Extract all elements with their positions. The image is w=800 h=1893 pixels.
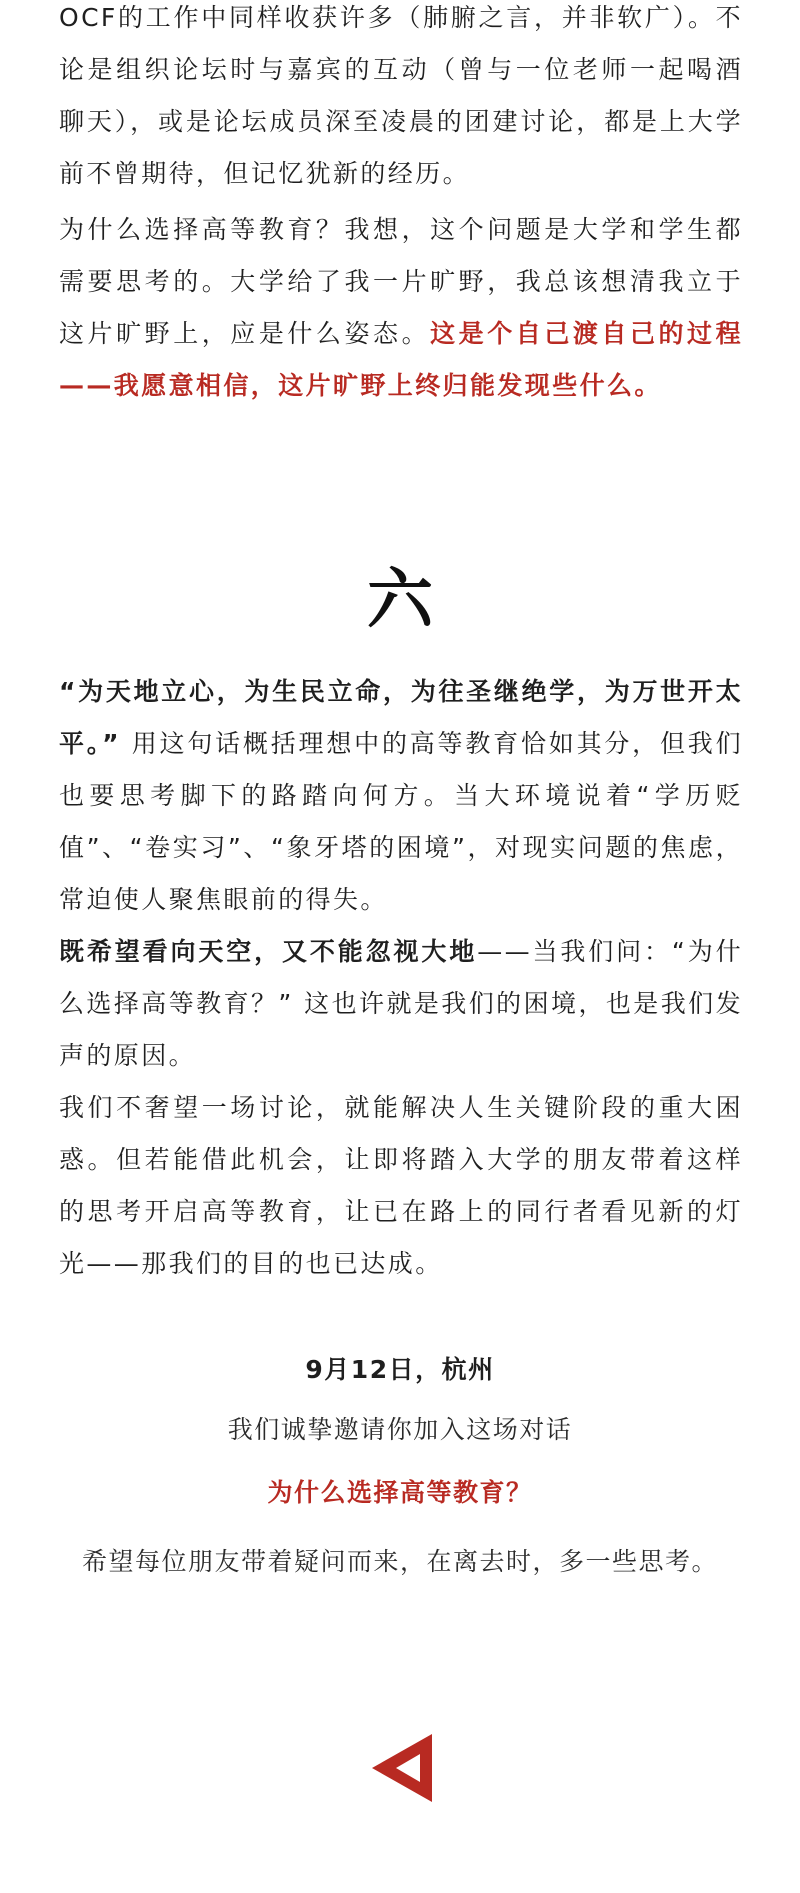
paragraph-ocf-experience: [59, 0, 743, 200]
paragraph-text: 我们不奢望一场讨论，就能解决人生关键阶段的重大困惑。但若能借此机会，让即将踏入大学的朋友带着这样的思考开启高等教育，让已在路上的同行者看见新的灯光——那我们的目的也已达成。: [59, 1093, 743, 1278]
paragraph-text: 为什么选择高等教育？我想，这个问题是大学和学生都需要思考的。大学给了我一片旷野，我总该想清我立于这片旷野上，应是什么姿态。: [59, 215, 743, 348]
quote-text: “为天地立心，为生民立命，为往圣继绝学，为万世开太平。”: [59, 677, 743, 758]
event-question: 为什么选择高等教育？: [267, 1478, 533, 1507]
invitation-text: 我们诚挚邀请你加入这场对话: [227, 1415, 573, 1444]
closing-hope-text: 希望每位朋友带着疑问而来，在离去时，多一些思考。: [81, 1547, 718, 1576]
paragraph-text: 用这句话概括理想中的高等教育恰如其分，但我们也要思考脚下的路踏向何方。当大环境说着“学历贬值”、“卷实习”、“象牙塔的困境”，对现实问题的焦虑，常迫使人聚焦眼前的得失。: [59, 729, 743, 914]
paragraph-sky-and-earth: [59, 926, 743, 1082]
left-pointing-triangle-icon: [366, 1730, 436, 1806]
paragraph-why-higher-education: [59, 204, 743, 412]
paragraph-text: ——当我们问：“为什么选择高等教育？” 这也许就是我们的困境，也是我们发声的原因。: [59, 937, 743, 1070]
paragraph-ideal-education: [59, 666, 743, 926]
event-date-location: 9月12日，杭州: [305, 1355, 495, 1384]
section-heading-six: 六: [367, 560, 433, 638]
highlight-text: 这是个自己渡自己的过程——我愿意相信，这片旷野上终归能发现些什么。: [59, 319, 744, 400]
paragraph-discussion-goal: [59, 1082, 743, 1290]
paragraph-text: OCF的工作中同样收获许多（肺腑之言，并非软广）。不论是组织论坛时与嘉宾的互动（曾与一位老师一起喝酒聊天），或是论坛成员深至凌晨的团建讨论，都是上大学前不曾期待，但记忆犹新的经历。: [59, 3, 743, 188]
bold-lead-text: 既希望看向天空，又不能忽视大地: [59, 937, 478, 966]
